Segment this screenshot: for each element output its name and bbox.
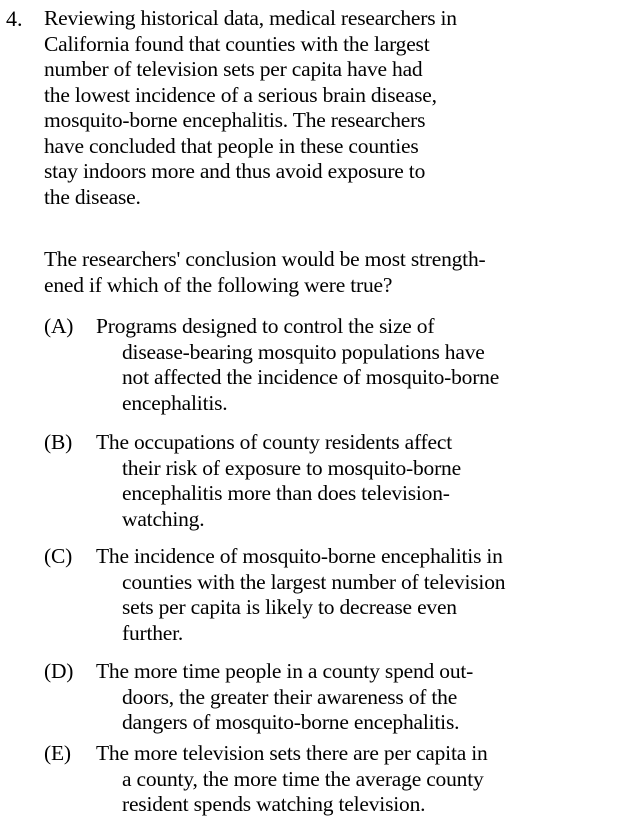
choice-line: dangers of mosquito-borne encephalitis. — [122, 710, 460, 734]
choice-letter: (D) — [44, 659, 74, 683]
choice-line: doors, the greater their awareness of the — [122, 684, 458, 709]
choice-line: further. — [122, 620, 184, 645]
choice-line: Programs designed to control the size of — [96, 314, 435, 338]
prompt-line: The researchers' conclusion would be most strength- — [44, 247, 486, 271]
stem-line: Reviewing historical data, medical researchers in — [44, 6, 457, 30]
prompt-line: ened if which of the following were true? — [44, 272, 393, 297]
choice-continuation — [122, 570, 505, 647]
choice-letter: (C) — [44, 544, 73, 568]
question-prompt — [44, 247, 604, 298]
stem-line: number of television sets per capita have had — [44, 57, 423, 81]
choice-continuation — [122, 340, 499, 417]
choice-line: The more television sets there are per capita in — [96, 741, 488, 765]
question-number: 4. — [6, 6, 23, 31]
choice-letter: (E) — [44, 741, 71, 765]
stem-line: stay indoors more and thus avoid exposure to — [44, 159, 426, 183]
choice-line: The incidence of mosquito-borne encephalitis in — [96, 544, 503, 568]
choice-line: watching. — [122, 506, 205, 531]
choice-letter: (A) — [44, 314, 74, 338]
stem-line: the disease. — [44, 184, 141, 209]
choice-line: counties with the largest number of television — [122, 569, 506, 594]
choice-line: resident spends watching television. — [122, 792, 426, 816]
stem-line: the lowest incidence of a serious brain disease, — [44, 82, 437, 107]
choice-line: not affected the incidence of mosquito-borne — [122, 365, 500, 389]
stem-line: California found that counties with the largest — [44, 31, 430, 56]
choice-continuation — [122, 685, 459, 736]
choice-continuation — [122, 456, 461, 533]
choice-line: The more time people in a county spend out- — [96, 659, 474, 683]
choice-line: encephalitis. — [122, 390, 228, 415]
choice-line: their risk of exposure to mosquito-borne — [122, 455, 461, 480]
stem-line: have concluded that people in these counties — [44, 133, 419, 158]
stem-line: mosquito-borne encephalitis. The researchers — [44, 108, 426, 132]
choice-letter: (B) — [44, 430, 73, 454]
choice-continuation — [122, 767, 484, 818]
choice-line: encephalitis more than does television- — [122, 481, 450, 505]
question-stem — [44, 6, 604, 210]
choice-line: The occupations of county residents affect — [96, 430, 452, 454]
choice-line: disease-bearing mosquito populations have — [122, 339, 485, 364]
choice-line: a county, the more time the average county — [122, 766, 484, 791]
choice-line: sets per capita is likely to decrease even — [122, 595, 457, 619]
